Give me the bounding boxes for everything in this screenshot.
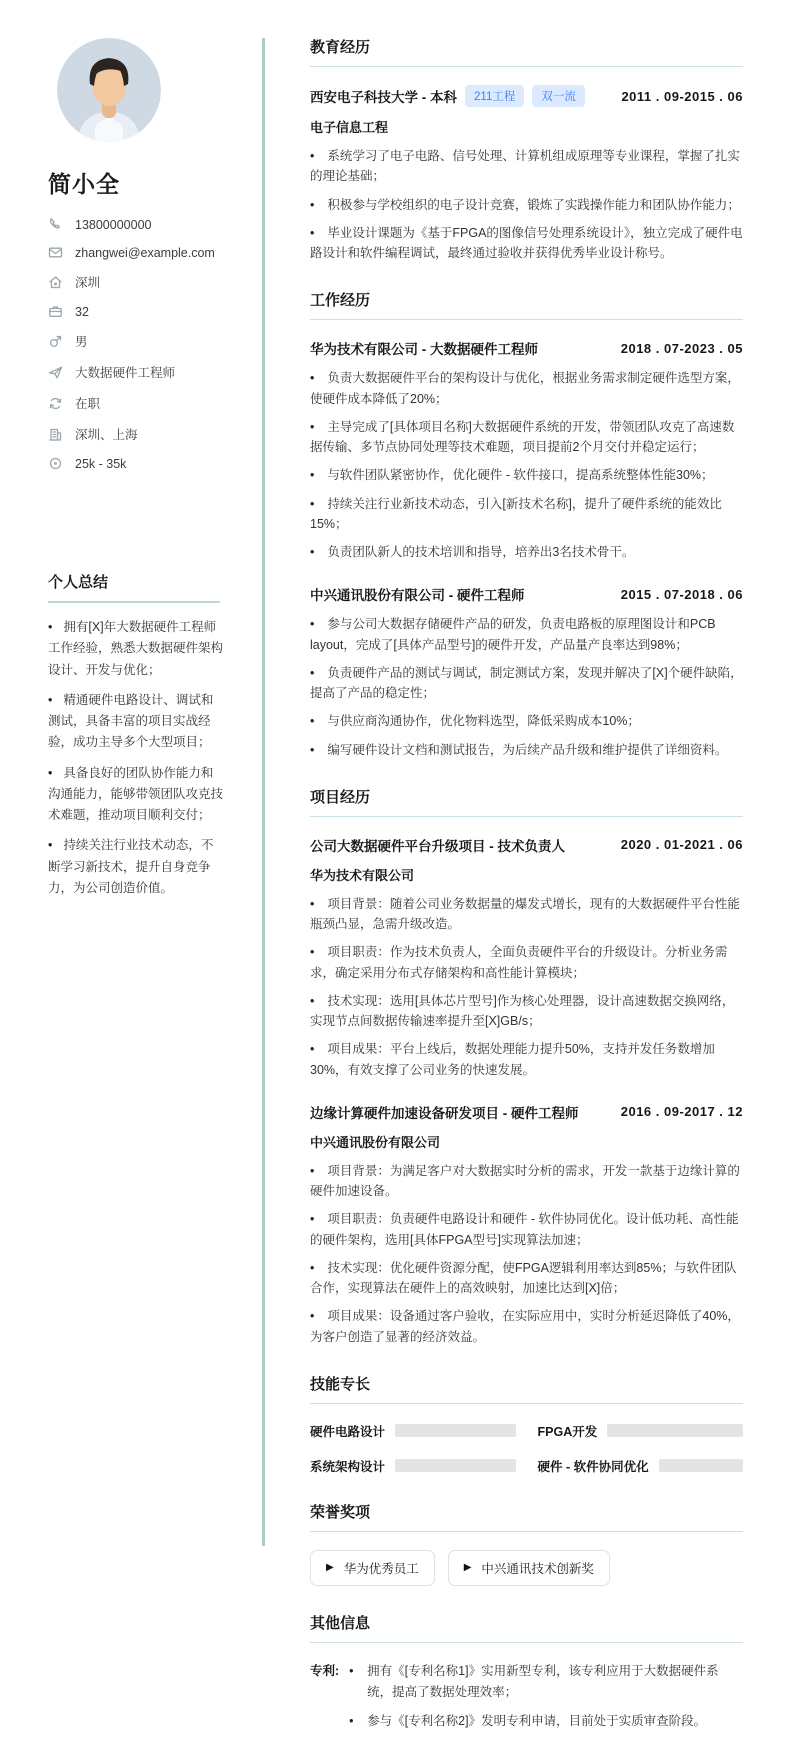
work-entry-date: 2015 . 07-2018 . 06 xyxy=(620,586,743,602)
contact-age xyxy=(48,304,235,319)
skill-hardware-circuit-design xyxy=(310,1422,516,1440)
work-bullets xyxy=(310,368,743,562)
project-bullets xyxy=(310,894,743,1080)
honor-badges xyxy=(310,1550,743,1586)
skills-section xyxy=(310,1373,743,1475)
project-entry-platform-upgrade xyxy=(310,835,743,1080)
other-info-section-title: 其他信息 xyxy=(310,1612,743,1643)
work-entry-date: 2018 . 07-2023 . 05 xyxy=(620,340,743,356)
contact-salary-value: 25k - 35k xyxy=(75,456,127,471)
work-entry-huawei xyxy=(310,338,743,562)
summary-bullet: • 拥有[X]年大数据硬件工程师工作经验，熟悉大数据硬件架构设计、开发与优化； xyxy=(48,617,224,681)
contact-location-value: 深圳 xyxy=(75,276,101,290)
honors-section-title: 荣誉奖项 xyxy=(310,1501,743,1532)
education-section xyxy=(310,36,743,263)
skill-label: 系统架构设计 xyxy=(310,1459,386,1474)
play-triangle-icon: ▶ xyxy=(326,1562,334,1574)
project-entry-date: 2020 . 01-2021 . 06 xyxy=(620,837,743,853)
contact-cities-value: 深圳、上海 xyxy=(75,428,138,442)
project-entry-title: 公司大数据硬件平台升级项目 - 技术负责人 xyxy=(310,838,565,854)
gender-icon xyxy=(48,334,63,349)
project-entry-date: 2016 . 09-2017 . 12 xyxy=(620,1104,743,1120)
honor-badge-huawei xyxy=(310,1550,435,1586)
patents-list xyxy=(345,1661,743,1741)
project-entry-edge-computing xyxy=(310,1102,743,1347)
work-entry-zte xyxy=(310,584,743,760)
work-section-title: 工作经历 xyxy=(310,289,743,320)
education-bullet: • 积极参与学校组织的电子设计竞赛，锻炼了实践操作能力和团队协作能力； xyxy=(310,195,743,215)
contact-age-value: 32 xyxy=(75,304,89,319)
contact-gender xyxy=(48,332,235,350)
skill-progress-bar xyxy=(395,1459,515,1472)
education-tag-double-first-class: 双一流 xyxy=(532,85,585,107)
building-icon xyxy=(48,427,63,442)
skills-section-title: 技能专长 xyxy=(310,1373,743,1404)
contact-gender-value: 男 xyxy=(75,335,88,349)
project-bullet: • 项目背景：随着公司业务数据量的爆发式增长，现有的大数据硬件平台性能瓶颈凸显，急需升级改造。 xyxy=(310,894,743,935)
projects-section xyxy=(310,786,743,1347)
project-bullet: • 项目职责：作为技术负责人，全面负责硬件平台的升级设计。分析业务需求，确定采用分布式存储架构和高性能计算模块； xyxy=(310,942,743,983)
contact-position-value: 大数据硬件工程师 xyxy=(75,366,176,380)
contact-email-value: zhangwei@example.com xyxy=(75,245,215,260)
education-bullets xyxy=(310,146,743,263)
play-triangle-icon: ▶ xyxy=(463,1562,472,1574)
work-entry-head xyxy=(310,338,743,358)
project-bullets xyxy=(310,1161,743,1347)
patents-row xyxy=(310,1661,743,1741)
project-bullet: • 技术实现：优化硬件资源分配，使FPGA逻辑利用率达到85%；与软件团队合作，实现算法在硬件上的高效映射，加速比达到[X]倍； xyxy=(310,1258,743,1299)
contact-phone xyxy=(48,217,235,232)
skill-label: FPGA开发 xyxy=(537,1424,598,1439)
project-bullet: • 项目背景：为满足客户对大数据实时分析的需求，开发一款基于边缘计算的硬件加速设备。 xyxy=(310,1161,743,1202)
education-tag-211: 211工程 xyxy=(465,85,524,107)
summary-section-title: 个人总结 xyxy=(48,571,220,603)
work-bullet: • 与供应商沟通协作，优化物料选型，降低采购成本10%； xyxy=(310,711,743,731)
paper-plane-icon xyxy=(48,365,63,380)
contact-list xyxy=(48,217,235,471)
work-entry-title: 华为技术有限公司 - 大数据硬件工程师 xyxy=(310,342,538,358)
skill-progress-bar xyxy=(607,1424,743,1437)
education-entry xyxy=(310,85,743,263)
contact-email xyxy=(48,245,235,260)
skill-progress-bar xyxy=(395,1424,515,1437)
target-icon xyxy=(48,456,63,471)
work-section xyxy=(310,289,743,760)
phone-icon xyxy=(48,217,63,232)
contact-position xyxy=(48,363,235,381)
work-bullet: • 持续关注行业新技术动态，引入[新技术名称]，提升了硬件系统的能效比15%； xyxy=(310,494,743,535)
sidebar xyxy=(0,0,263,1546)
education-school-name: 西安电子科技大学 - 本科 xyxy=(310,90,457,105)
skills-grid xyxy=(310,1422,743,1475)
project-company: 中兴通讯股份有限公司 xyxy=(310,1134,441,1150)
email-icon xyxy=(48,245,63,260)
education-section-title: 教育经历 xyxy=(310,36,743,67)
education-bullet: • 毕业设计课题为《基于FPGA的图像信号处理系统设计》，独立完成了硬件电路设计和软件编程调试，最终通过验收并获得优秀毕业设计称号。 xyxy=(310,223,743,264)
skill-fpga-development xyxy=(538,1422,744,1440)
project-company: 华为技术有限公司 xyxy=(310,867,415,883)
work-bullet: • 参与公司大数据存储硬件产品的研发，负责电路板的原理图设计和PCB layout，完成了[具体产品型号]的硬件开发，产品量产良率达到98%； xyxy=(310,614,743,655)
honor-label: 中兴通讯技术创新奖 xyxy=(481,1561,594,1576)
summary-bullet: • 持续关注行业技术动态，不断学习新技术，提升自身竞争力，为公司创造价值。 xyxy=(48,835,224,899)
avatar xyxy=(57,38,161,142)
avatar-illustration xyxy=(57,38,161,142)
sidebar-divider xyxy=(262,38,265,1546)
patent-item: • 参与《[专利名称2]》发明专利申请，目前处于实质审查阶段。 xyxy=(345,1711,743,1732)
education-school xyxy=(310,85,585,107)
work-entry-title: 中兴通讯股份有限公司 - 硬件工程师 xyxy=(310,588,525,604)
other-info-section xyxy=(310,1612,743,1741)
project-entry-head xyxy=(310,835,743,855)
person-name: 简小全 xyxy=(48,171,120,197)
summary-list xyxy=(48,617,224,899)
project-entry-head xyxy=(310,1102,743,1122)
honors-section xyxy=(310,1501,743,1586)
education-major: 电子信息工程 xyxy=(310,120,389,135)
work-bullet: • 负责硬件产品的测试与调试，制定测试方案，发现并解决了[X]个硬件缺陷，提高了产品的稳定性； xyxy=(310,663,743,704)
honor-label: 华为优秀员工 xyxy=(343,1561,419,1576)
work-bullets xyxy=(310,614,743,760)
skill-hw-sw-co-optimization xyxy=(538,1457,744,1475)
contact-salary xyxy=(48,456,235,471)
work-bullet: • 负责大数据硬件平台的架构设计与优化，根据业务需求制定硬件选型方案，使硬件成本降低了20%； xyxy=(310,368,743,409)
patent-item: • 拥有《[专利名称1]》实用新型专利，该专利应用于大数据硬件系统，提高了数据处理效率； xyxy=(345,1661,743,1704)
work-bullet: • 负责团队新人的技术培训和指导，培养出3名技术骨干。 xyxy=(310,542,743,562)
education-bullet: • 系统学习了电子电路、信号处理、计算机组成原理等专业课程，掌握了扎实的理论基础； xyxy=(310,146,743,187)
skill-system-architecture xyxy=(310,1457,516,1475)
honor-badge-zte xyxy=(448,1550,610,1586)
work-entry-head xyxy=(310,584,743,604)
summary-bullet: • 精通硬件电路设计、调试和测试，具备丰富的项目实战经验，成功主导多个大型项目； xyxy=(48,690,224,754)
contact-phone-value: 13800000000 xyxy=(75,217,152,232)
contact-location xyxy=(48,273,235,291)
patents-label: 专利: xyxy=(310,1663,340,1678)
summary-bullet: • 具备良好的团队协作能力和沟通能力，能够带领团队攻克技术难题，推动项目顺利交付； xyxy=(48,763,224,827)
skill-label: 硬件 - 软件协同优化 xyxy=(537,1459,649,1474)
education-entry-head xyxy=(310,85,743,107)
education-date: 2011 . 09-2015 . 06 xyxy=(621,88,743,104)
contact-status-value: 在职 xyxy=(75,397,101,411)
skill-progress-bar xyxy=(659,1459,743,1472)
project-bullet: • 项目职责：负责硬件电路设计和硬件 - 软件协同优化。设计低功耗、高性能的硬件架构，选用[具体FPGA型号]实现算法加速； xyxy=(310,1209,743,1250)
project-bullet: • 项目成果：平台上线后，数据处理能力提升50%，支持并发任务数增加30%，有效支撑了公司业务的快速发展。 xyxy=(310,1039,743,1080)
main-content xyxy=(310,0,743,1741)
contact-status xyxy=(48,394,235,412)
projects-section-title: 项目经历 xyxy=(310,786,743,817)
work-bullet: • 编写硬件设计文档和测试报告，为后续产品升级和维护提供了详细资料。 xyxy=(310,740,743,760)
skill-label: 硬件电路设计 xyxy=(310,1424,386,1439)
project-bullet: • 技术实现：选用[具体芯片型号]作为核心处理器，设计高速数据交换网络，实现节点间数据传输速率提升至[X]GB/s； xyxy=(310,991,743,1032)
contact-cities xyxy=(48,425,235,443)
project-bullet: • 项目成果：设备通过客户验收，在实际应用中，实时分析延迟降低了40%，为客户创造了显著的经济效益。 xyxy=(310,1306,743,1347)
work-bullet: • 与软件团队紧密协作，优化硬件 - 软件接口，提高系统整体性能30%； xyxy=(310,465,743,485)
briefcase-icon xyxy=(48,304,63,319)
project-entry-title: 边缘计算硬件加速设备研发项目 - 硬件工程师 xyxy=(310,1105,579,1121)
refresh-icon xyxy=(48,396,63,411)
home-icon xyxy=(48,275,63,290)
work-bullet: • 主导完成了[具体项目名称]大数据硬件系统的开发，带领团队攻克了高速数据传输、多节点协同处理等技术难题，项目提前2个月交付并稳定运行； xyxy=(310,417,743,458)
